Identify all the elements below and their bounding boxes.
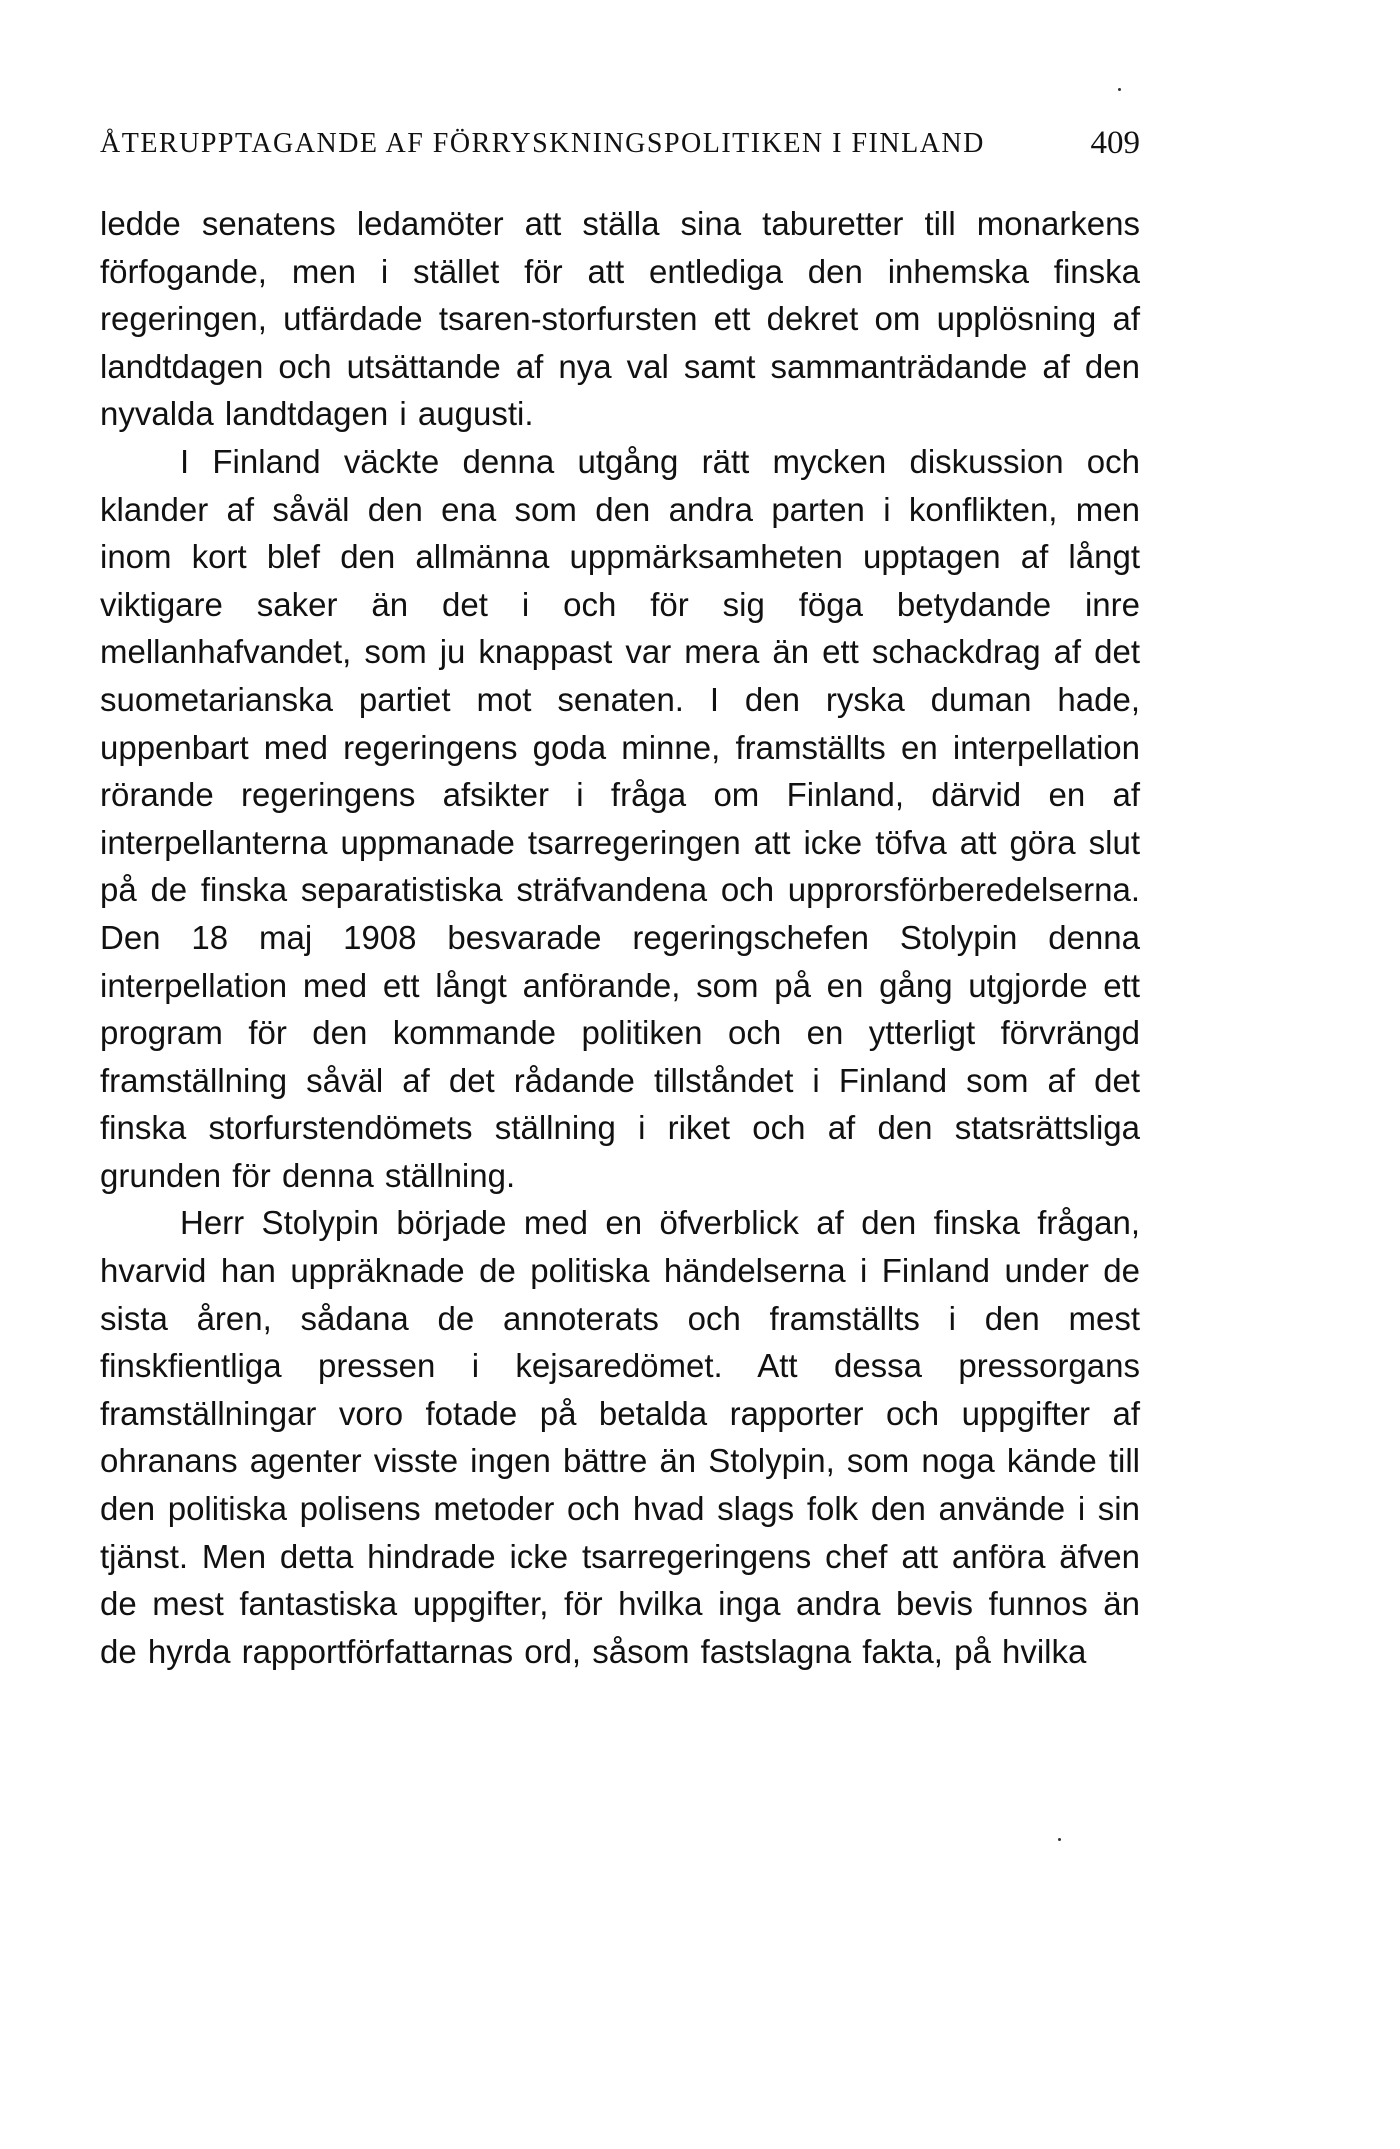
- paragraph-continued: ledde senatens ledamöter att ställa sina taburetter till monarkens förfogande, men i stället för att entlediga den inhemska finska regeringen, utfärdade tsaren-storfursten ett dekret om upplösning af landtdagen och utsättande af nya val samt sammanträdande af den nyvalda landtdagen i augusti.: [100, 205, 1140, 433]
- running-head-title: ÅTERUPPTAGANDE AF FÖRRYSKNINGSPOLITIKEN I FINLAND: [100, 128, 985, 159]
- print-speck: [1118, 88, 1121, 91]
- running-head: [100, 125, 1140, 168]
- page-number: 409: [1090, 125, 1140, 161]
- paragraph-stolypin-overview: Herr Stolypin började med en öfverblick af den finska frågan, hvarvid han uppräknade de politiska händelserna i Finland under de sista åren, sådana de annoterats och framställts i den mest finskfientliga pressen i kejsaredömet. Att dessa pressorgans framställningar voro fotade på betalda rapporter och uppgifter af ohranans agenter visste ingen bättre än Stolypin, som noga kände till den politiska polisens metoder och hvad slags folk den använde i sin tjänst. Men detta hindrade icke tsarregeringens chef att anföra äfven de mest fantastiska uppgifter, för hvilka inga andra bevis funnos än de hyrda rapportförfattarnas ord, såsom fastslagna fakta, på hvilka: [100, 1204, 1140, 1670]
- paragraph-finland-discussion: I Finland väckte denna utgång rätt mycken diskussion och klander af såväl den ena som den andra parten i konflikten, men inom kort blef den allmänna uppmärksamheten upptagen af långt viktigare saker än det i och för sig föga betydande inre mellanhafvandet, som ju knappast var mera än ett schackdrag af det suometarianska partiet mot senaten. I den ryska duman hade, uppenbart med regeringens goda minne, framställts en interpellation rörande regeringens afsikter i fråga om Finland, därvid en af interpellanterna uppmanade tsarregeringen att icke töfva att göra slut på de finska separatistiska sträfvandena och upprorsförberedelserna. Den 18 maj 1908 besvarade regeringschefen Stolypin denna interpellation med ett långt anförande, som på en gång utgjorde ett program för den kommande politiken och en ytterligt förvrängd framställning såväl af det rådande tillståndet i Finland som af det finska storfurstendömets ställning i riket och af den statsrättsliga grunden för denna ställning.: [100, 442, 1140, 1194]
- body-text: [100, 200, 1140, 1675]
- print-speck: [1058, 1838, 1061, 1841]
